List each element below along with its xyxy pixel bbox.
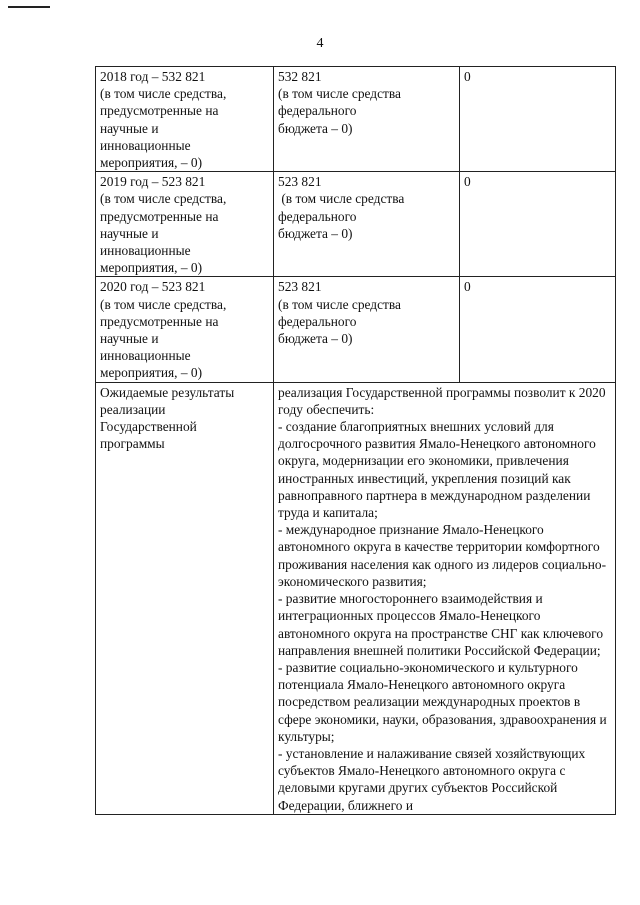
total-funding-cell (96, 277, 274, 382)
text-line: предусмотренные на (100, 313, 219, 329)
text-line: бюджета – 0) (278, 120, 353, 136)
text-line: 0 (464, 279, 471, 295)
text-line: федерального (278, 103, 357, 119)
expected-results-row (96, 382, 616, 814)
text-line: 2018 год – 532 821 (100, 69, 206, 84)
text-line: 0 (464, 174, 471, 190)
funding-row-2020 (96, 277, 616, 382)
text-line: инновационные (100, 348, 191, 364)
results-paragraph: - международное признание Ямало-Ненецкого автономного округа в качестве территории комфортного проживания населения как одного из лидеров социально-экономического развития; (278, 522, 607, 589)
text-line: научные и (100, 225, 159, 241)
expected-results-label (96, 382, 274, 814)
text-line: предусмотренные на (100, 103, 219, 119)
text-line: 523 821 (278, 174, 322, 190)
text-line: бюджета – 0) (278, 331, 353, 347)
expected-results-text (274, 382, 616, 814)
results-paragraph: - развитие социально-экономического и культурного потенциала Ямало-Ненецкого автономного округа посредством реализации международных проектов в сфере экономики, науки, образования, здравоохранения и культуры; (278, 659, 607, 744)
other-sources-cell (460, 277, 616, 382)
text-line: реализации (100, 401, 166, 417)
text-line: 532 821 (278, 69, 322, 84)
text-line: федерального (278, 208, 357, 224)
text-line: программы (100, 436, 165, 452)
results-paragraph: - установление и налаживание связей хозяйствующих субъектов Ямало-Ненецкого автономного округа с деловыми кругами других субъектов Российской Федерации, ближнего и (278, 745, 586, 813)
text-line: 2020 год – 523 821 (100, 279, 206, 295)
other-sources-cell (460, 172, 616, 277)
district-budget-cell (274, 67, 460, 172)
text-line: (в том числе средства (278, 296, 401, 312)
text-line: (в том числе средства (278, 191, 405, 207)
text-line: мероприятия, – 0) (100, 365, 203, 381)
program-passport-table (95, 66, 616, 815)
text-line: научные и (100, 331, 159, 347)
other-sources-cell (460, 67, 616, 172)
text-line: 2019 год – 523 821 (100, 174, 206, 190)
text-line: инновационные (100, 137, 191, 153)
results-paragraph: - создание благоприятных внешних условий для долгосрочного развития Ямало-Ненецкого автономного округа, модернизации его экономики, привлечения иностранных инвестиций, укрепления позиций как равноправного партнера в международном разделении труда и капитала; (278, 419, 596, 521)
text-line: инновационные (100, 243, 191, 259)
text-line: Государственной (100, 419, 197, 435)
text-line: 523 821 (278, 279, 322, 295)
total-funding-cell (96, 172, 274, 277)
results-paragraph: - развитие многостороннего взаимодействия и интеграционных процессов Ямало-Ненецкого автономного округа на пространстве СНГ как ключевого направления внешней политики Российской Федерации; (278, 591, 604, 658)
text-line: (в том числе средства, (100, 191, 227, 207)
text-line: научные и (100, 120, 159, 136)
text-line: (в том числе средства, (100, 86, 227, 102)
text-line: федерального (278, 313, 357, 329)
text-line: (в том числе средства (278, 86, 401, 102)
funding-row-2018 (96, 67, 616, 172)
text-line: (в том числе средства, (100, 296, 227, 312)
text-line: мероприятия, – 0) (100, 260, 203, 276)
results-paragraph: реализация Государственной программы позволит к 2020 году обеспечить: (278, 384, 606, 417)
text-line: предусмотренные на (100, 208, 219, 224)
text-line: мероприятия, – 0) (100, 155, 203, 171)
text-line: 0 (464, 69, 471, 84)
page-number: 4 (316, 36, 324, 51)
funding-row-2019 (96, 172, 616, 277)
total-funding-cell (96, 67, 274, 172)
district-budget-cell (274, 277, 460, 382)
text-line: Ожидаемые результаты (100, 384, 235, 400)
district-budget-cell (274, 172, 460, 277)
text-line: бюджета – 0) (278, 225, 353, 241)
scan-edge-mark (8, 6, 50, 8)
